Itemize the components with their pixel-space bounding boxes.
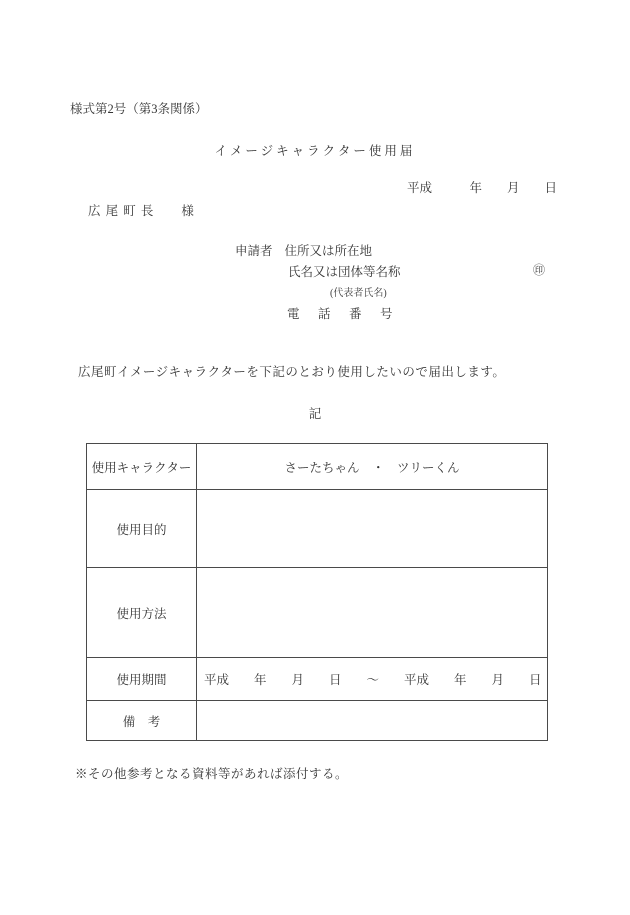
statement-text: 広尾町イメージキャラクターを下記のとおり使用したいので届出します。 xyxy=(78,365,506,379)
table-row-method xyxy=(87,568,548,658)
addressee: 広 尾 町 長 様 xyxy=(88,204,195,218)
row-label-purpose: 使用目的 xyxy=(87,490,197,568)
form-number: 様式第2号（第3条関係） xyxy=(70,102,208,116)
applicant-label: 申請者 xyxy=(235,244,273,258)
document-title: イメージキャラクター使用届 xyxy=(214,144,416,158)
table-row-remarks xyxy=(87,701,548,741)
address-label: 住所又は所在地 xyxy=(284,244,373,258)
row-value-remarks xyxy=(197,701,548,741)
row-value-purpose xyxy=(197,490,548,568)
usage-form-table xyxy=(86,443,548,741)
date-line: 平成 年 月 日 xyxy=(406,181,557,195)
table-row-purpose xyxy=(87,490,548,568)
representative-label: (代表者氏名) xyxy=(330,288,387,299)
row-label-period: 使用期間 xyxy=(87,658,197,701)
name-label: 氏名又は団体等名称 xyxy=(288,265,401,279)
seal-icon: ㊞ xyxy=(533,263,546,277)
row-value-method xyxy=(197,568,548,658)
applicant-line xyxy=(235,241,372,259)
row-value-character: さーたちゃん ・ ツリーくん xyxy=(197,444,548,490)
footer-note: ※その他参考となる資料等があれば添付する。 xyxy=(75,767,349,781)
row-value-period: 平成 年 月 日 ～ 平成 年 月 日 xyxy=(197,658,548,701)
section-marker: 記 xyxy=(308,407,322,421)
table-row-character xyxy=(87,444,548,490)
table-row-period xyxy=(87,658,548,701)
row-label-remarks: 備 考 xyxy=(87,701,197,741)
phone-label: 電 話 番 号 xyxy=(287,307,396,321)
row-label-method: 使用方法 xyxy=(87,568,197,658)
row-label-character: 使用キャラクター xyxy=(87,444,197,490)
